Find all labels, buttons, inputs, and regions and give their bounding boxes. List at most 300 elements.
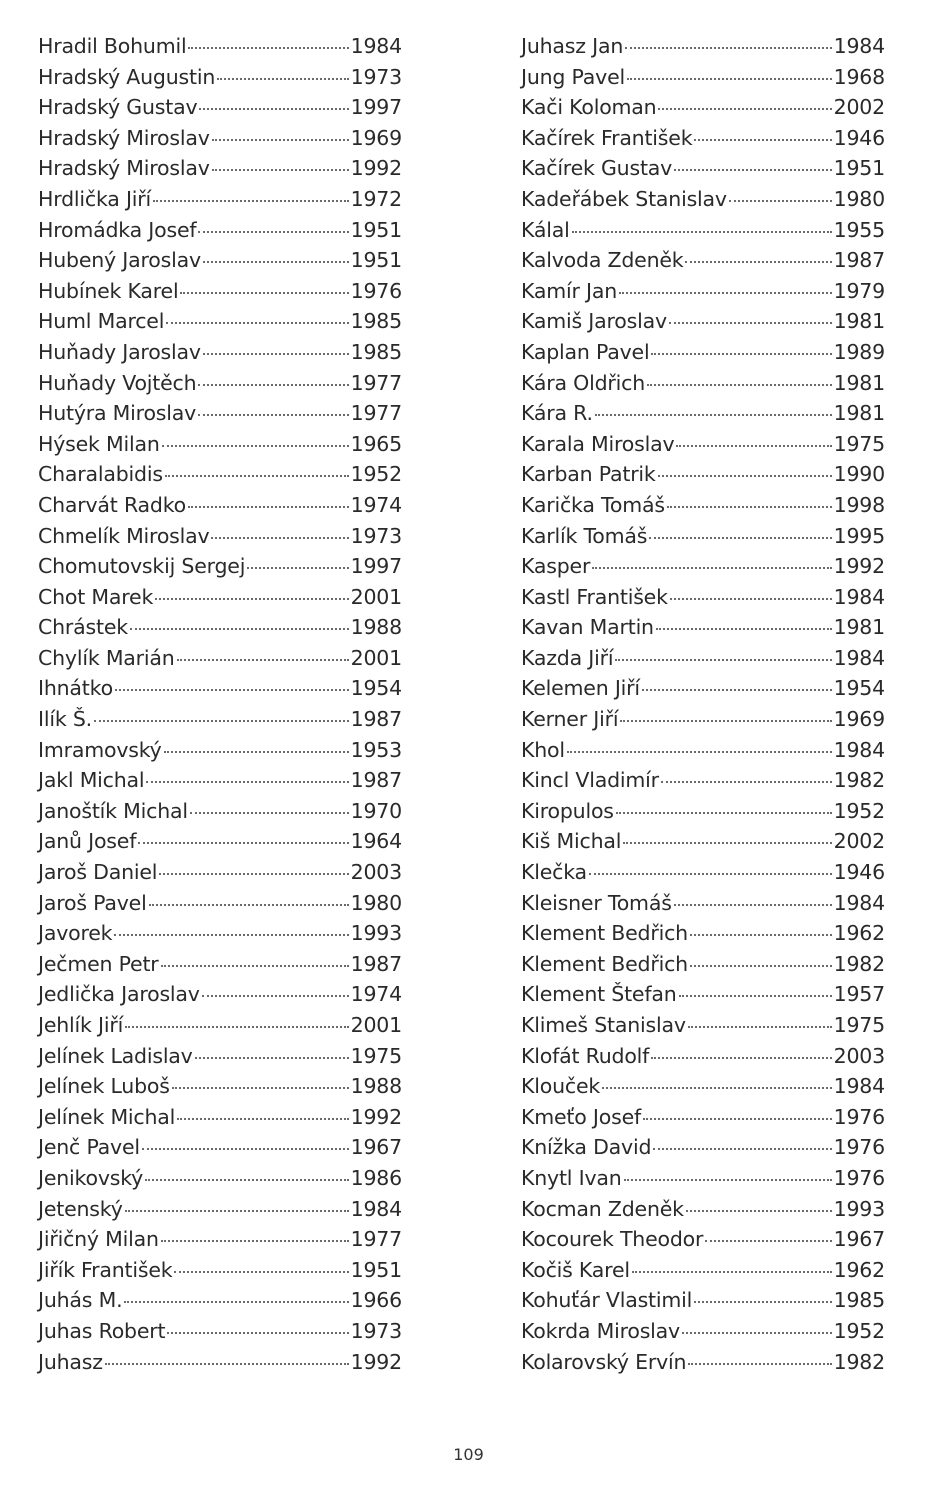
entry-name: Javorek <box>38 921 113 946</box>
entry-year: 1998 <box>833 492 885 517</box>
entry-name: Jelínek Ladislav <box>38 1043 193 1068</box>
entry-year: 1985 <box>350 339 402 364</box>
entry-name: Kači Koloman <box>521 95 657 120</box>
list-item <box>521 676 885 707</box>
entry-year: 1976 <box>833 1104 885 1129</box>
dot-leader <box>685 261 831 263</box>
entry-name: Kolarovský Ervín <box>521 1349 687 1374</box>
entry-name: Hubený Jaroslav <box>38 248 201 273</box>
entry-year: 2002 <box>833 829 885 854</box>
page-number: 109 <box>453 1445 484 1464</box>
entry-year: 1987 <box>833 248 885 273</box>
dot-leader <box>162 445 349 447</box>
dot-leader <box>211 537 348 539</box>
dot-leader <box>616 812 832 814</box>
list-item <box>521 952 885 983</box>
entry-year: 1957 <box>833 982 885 1007</box>
dot-leader <box>198 414 349 416</box>
dot-leader <box>690 965 832 967</box>
dot-leader <box>202 995 349 997</box>
list-item <box>521 1166 885 1197</box>
dot-leader <box>595 414 832 416</box>
dot-leader <box>172 1087 349 1089</box>
entry-name: Kamiš Jaroslav <box>521 309 667 334</box>
list-item <box>38 1074 402 1105</box>
dot-leader <box>124 1301 348 1303</box>
entry-name: Kiropulos <box>521 798 614 823</box>
left-column <box>38 34 402 1380</box>
entry-year: 1955 <box>833 217 885 242</box>
list-item <box>38 1105 402 1136</box>
entry-year: 1981 <box>833 401 885 426</box>
list-item <box>38 1013 402 1044</box>
entry-name: Kálal <box>521 217 570 242</box>
dot-leader <box>592 567 831 569</box>
list-item <box>38 95 402 126</box>
entry-name: Jedlička Jaroslav <box>38 982 200 1007</box>
entry-name: Jung Pavel <box>521 64 626 89</box>
entry-name: Kočiš Karel <box>521 1257 630 1282</box>
entry-name: Klouček <box>521 1074 601 1099</box>
entry-name: Kokrda Miroslav <box>521 1318 680 1343</box>
list-item <box>521 585 885 616</box>
entry-year: 1988 <box>350 1074 402 1099</box>
list-item <box>521 248 885 279</box>
entry-year: 1986 <box>350 1165 402 1190</box>
dot-leader <box>247 567 348 569</box>
entry-year: 1982 <box>833 951 885 976</box>
dot-leader <box>658 475 832 477</box>
list-item <box>38 218 402 249</box>
dot-leader <box>656 628 832 630</box>
dot-leader <box>661 781 832 783</box>
entry-year: 1953 <box>350 737 402 762</box>
dot-leader <box>676 445 831 447</box>
entry-year: 1951 <box>833 156 885 181</box>
entry-name: Kasper <box>521 554 591 579</box>
list-item <box>38 1258 402 1289</box>
entry-name: Juhasz <box>38 1349 103 1374</box>
entry-name: Kastl František <box>521 584 668 609</box>
entry-name: Hromádka Josef <box>38 217 197 242</box>
entry-name: Kačírek František <box>521 125 693 150</box>
entry-year: 1970 <box>350 798 402 823</box>
dot-leader <box>679 995 832 997</box>
entry-year: 2002 <box>833 95 885 120</box>
entry-year: 1975 <box>833 1013 885 1037</box>
list-item <box>38 829 402 860</box>
entry-name: Kavan Martin <box>521 615 654 640</box>
entry-year: 1988 <box>350 615 402 640</box>
list-item <box>38 952 402 983</box>
entry-name: Kelemen Jiří <box>521 676 640 701</box>
dot-leader <box>164 751 349 753</box>
entry-year: 1984 <box>833 34 885 58</box>
list-item <box>38 279 402 310</box>
dot-leader <box>567 751 832 753</box>
dot-leader <box>159 873 348 875</box>
list-item <box>521 738 885 769</box>
entry-year: 1981 <box>833 370 885 395</box>
list-item <box>38 126 402 157</box>
entry-name: Kincl Vladimír <box>521 768 659 793</box>
entry-year: 1951 <box>350 248 402 273</box>
list-item <box>521 829 885 860</box>
dot-leader <box>674 904 832 906</box>
entry-year: 1967 <box>833 1227 885 1252</box>
entry-year: 1969 <box>833 707 885 732</box>
list-item <box>521 371 885 402</box>
entry-year: 1984 <box>833 1074 885 1099</box>
entry-name: Knytl Ivan <box>521 1165 622 1190</box>
entry-year: 1997 <box>350 554 402 579</box>
entry-year: 1977 <box>350 370 402 395</box>
entry-year: 1989 <box>833 339 885 364</box>
dot-leader <box>682 1332 832 1334</box>
dot-leader <box>647 384 832 386</box>
entry-name: Huňady Jaroslav <box>38 339 201 364</box>
entry-name: Juhás M. <box>38 1288 123 1313</box>
entry-name: Karban Patrik <box>521 462 656 487</box>
entry-year: 1975 <box>833 431 885 456</box>
dot-leader <box>602 1087 832 1089</box>
dot-leader <box>651 1057 831 1059</box>
dot-leader <box>643 1118 832 1120</box>
entry-year: 2003 <box>350 860 402 885</box>
dot-leader <box>188 47 348 49</box>
entry-year: 1976 <box>833 1165 885 1190</box>
entry-name: Kiš Michal <box>521 829 622 854</box>
entry-year: 1980 <box>833 186 885 211</box>
entry-name: Jiřík František <box>38 1257 173 1282</box>
entry-year: 2003 <box>833 1043 885 1068</box>
entry-name: Kamír Jan <box>521 278 618 303</box>
dot-leader <box>125 1210 349 1212</box>
list-item <box>521 982 885 1013</box>
list-item <box>38 432 402 463</box>
dot-leader <box>694 1301 831 1303</box>
dot-leader <box>180 292 348 294</box>
entry-name: Hutýra Miroslav <box>38 401 197 426</box>
list-item <box>521 707 885 738</box>
entry-name: Jehlík Jiří <box>38 1013 124 1037</box>
entry-name: Kalvoda Zdeněk <box>521 248 684 273</box>
entry-year: 1993 <box>833 1196 885 1221</box>
entry-year: 1954 <box>350 676 402 701</box>
dot-leader <box>625 47 831 49</box>
dot-leader <box>705 1240 831 1242</box>
entry-name: Imramovský <box>38 737 162 762</box>
dot-leader <box>212 169 349 171</box>
entry-year: 1995 <box>833 523 885 548</box>
entry-name: Klečka <box>521 860 587 885</box>
entry-year: 1987 <box>350 707 402 732</box>
dot-leader <box>674 169 832 171</box>
entry-name: Hradský Augustin <box>38 64 216 89</box>
entry-year: 1981 <box>833 615 885 640</box>
list-item <box>521 646 885 677</box>
list-item <box>38 340 402 371</box>
dot-leader <box>667 506 832 508</box>
entry-name: Jiřičný Milan <box>38 1227 159 1252</box>
dot-leader <box>167 1332 348 1334</box>
entry-name: Juhasz Jan <box>521 34 624 58</box>
list-item <box>38 646 402 677</box>
dot-leader <box>615 659 831 661</box>
list-item <box>521 493 885 524</box>
list-item <box>521 340 885 371</box>
entry-year: 1984 <box>833 645 885 670</box>
entry-name: Chmelík Miroslav <box>38 523 210 548</box>
dot-leader <box>125 1026 349 1028</box>
right-column <box>521 34 885 1380</box>
entry-name: Charvát Radko <box>38 492 186 517</box>
list-item <box>38 799 402 830</box>
dot-leader <box>212 139 349 141</box>
entry-year: 1946 <box>833 125 885 150</box>
entry-year: 1952 <box>833 798 885 823</box>
entry-name: Charalabidis <box>38 462 163 487</box>
entry-name: Jenč Pavel <box>38 1135 140 1160</box>
entry-year: 1992 <box>833 554 885 579</box>
dot-leader <box>642 689 832 691</box>
dot-leader <box>198 384 348 386</box>
entry-name: Kazda Jiří <box>521 645 614 670</box>
dot-leader <box>142 1148 349 1150</box>
entry-name: Klement Štefan <box>521 982 677 1007</box>
entry-year: 1984 <box>350 1196 402 1221</box>
list-item <box>521 187 885 218</box>
entry-year: 1967 <box>350 1135 402 1160</box>
dot-leader <box>188 506 349 508</box>
entry-year: 2001 <box>350 584 402 609</box>
list-item <box>38 982 402 1013</box>
list-item <box>521 34 885 65</box>
list-item <box>38 248 402 279</box>
list-item <box>38 462 402 493</box>
list-item <box>521 1350 885 1381</box>
dot-leader <box>627 78 832 80</box>
list-item <box>521 126 885 157</box>
entry-name: Huňady Vojtěch <box>38 370 197 395</box>
dot-leader <box>174 1271 348 1273</box>
list-item <box>38 524 402 555</box>
entry-year: 2001 <box>350 645 402 670</box>
list-item <box>521 1197 885 1228</box>
dot-leader <box>729 200 832 202</box>
entry-name: Hradil Bohumil <box>38 34 187 58</box>
list-item <box>38 768 402 799</box>
dot-leader <box>138 842 348 844</box>
entry-year: 1974 <box>350 492 402 517</box>
entry-name: Jelínek Michal <box>38 1104 176 1129</box>
entry-year: 1985 <box>350 309 402 334</box>
entry-name: Jelínek Luboš <box>38 1074 170 1099</box>
entry-name: Hradský Gustav <box>38 95 198 120</box>
list-item <box>521 462 885 493</box>
entry-year: 1973 <box>350 1318 402 1343</box>
dot-leader <box>649 537 831 539</box>
entry-name: Klement Bedřich <box>521 951 688 976</box>
list-item <box>521 1074 885 1105</box>
entry-name: Kerner Jiří <box>521 707 619 732</box>
entry-year: 1976 <box>833 1135 885 1160</box>
list-item <box>38 585 402 616</box>
entry-name: Chrástek <box>38 615 128 640</box>
entry-name: Klimeš Stanislav <box>521 1013 686 1037</box>
entry-name: Kaplan Pavel <box>521 339 650 364</box>
entry-year: 1951 <box>350 1257 402 1282</box>
list-item <box>521 1105 885 1136</box>
dot-leader <box>624 1179 832 1181</box>
entry-year: 1984 <box>350 34 402 58</box>
list-item <box>38 615 402 646</box>
entry-year: 1987 <box>350 951 402 976</box>
list-item <box>521 1319 885 1350</box>
entry-year: 1976 <box>350 278 402 303</box>
entry-name: Kačírek Gustav <box>521 156 673 181</box>
list-item <box>38 1288 402 1319</box>
list-item <box>38 401 402 432</box>
entry-name: Kocourek Theodor <box>521 1227 704 1252</box>
entry-name: Ječmen Petr <box>38 951 159 976</box>
list-item <box>38 676 402 707</box>
list-item <box>38 187 402 218</box>
list-item <box>521 1013 885 1044</box>
dot-leader <box>94 720 349 722</box>
entry-year: 1992 <box>350 1349 402 1374</box>
dot-leader <box>149 904 349 906</box>
entry-year: 1952 <box>833 1318 885 1343</box>
entry-name: Jakl Michal <box>38 768 145 793</box>
entry-name: Jetenský <box>38 1196 123 1221</box>
entry-year: 1977 <box>350 401 402 426</box>
dot-leader <box>620 720 831 722</box>
dot-leader <box>115 689 349 691</box>
list-item <box>521 432 885 463</box>
list-item <box>521 768 885 799</box>
entry-year: 1985 <box>833 1288 885 1313</box>
dot-leader <box>155 598 349 600</box>
list-item <box>521 156 885 187</box>
list-item <box>521 1044 885 1075</box>
dot-leader <box>694 139 831 141</box>
list-item <box>521 921 885 952</box>
dot-leader <box>166 322 348 324</box>
entry-year: 1984 <box>833 584 885 609</box>
entry-year: 1984 <box>833 890 885 915</box>
dot-leader <box>199 108 348 110</box>
list-item <box>521 95 885 126</box>
list-item <box>521 860 885 891</box>
list-item <box>38 1227 402 1258</box>
entry-name: Klement Bedřich <box>521 921 688 946</box>
entry-year: 1969 <box>350 125 402 150</box>
entry-name: Janoštík Michal <box>38 798 188 823</box>
entry-year: 1962 <box>833 921 885 946</box>
entry-year: 1984 <box>833 737 885 762</box>
dot-leader <box>165 475 349 477</box>
entry-year: 1997 <box>350 95 402 120</box>
entry-year: 1946 <box>833 860 885 885</box>
list-item <box>38 371 402 402</box>
dot-leader <box>653 1148 831 1150</box>
entry-name: Knížka David <box>521 1135 652 1160</box>
entry-year: 1964 <box>350 829 402 854</box>
entry-year: 1968 <box>833 64 885 89</box>
list-item <box>38 1044 402 1075</box>
entry-year: 1974 <box>350 982 402 1007</box>
list-item <box>521 1227 885 1258</box>
dot-leader <box>670 598 832 600</box>
entry-year: 1965 <box>350 431 402 456</box>
entry-name: Karlík Tomáš <box>521 523 648 548</box>
dot-leader <box>669 322 832 324</box>
entry-year: 1973 <box>350 523 402 548</box>
entry-year: 1990 <box>833 462 885 487</box>
entry-name: Hýsek Milan <box>38 431 160 456</box>
list-item <box>521 1258 885 1289</box>
entry-year: 1982 <box>833 768 885 793</box>
entry-name: Hrdlička Jiří <box>38 186 152 211</box>
list-item <box>521 279 885 310</box>
entry-name: Ihnátko <box>38 676 113 701</box>
entry-year: 1962 <box>833 1257 885 1282</box>
dot-leader <box>195 1057 349 1059</box>
entry-name: Kadeřábek Stanislav <box>521 186 727 211</box>
dot-leader <box>632 1271 832 1273</box>
entry-year: 1981 <box>833 309 885 334</box>
dot-leader <box>145 1179 349 1181</box>
list-item <box>38 860 402 891</box>
list-item <box>38 554 402 585</box>
entry-name: Janů Josef <box>38 829 137 854</box>
entry-name: Ilík Š. <box>38 707 92 732</box>
dot-leader <box>130 628 349 630</box>
dot-leader <box>105 1363 349 1365</box>
entry-year: 1980 <box>350 890 402 915</box>
entry-name: Chomutovskij Sergej <box>38 554 246 579</box>
dot-leader <box>161 1240 349 1242</box>
entry-name: Jaroš Daniel <box>38 860 158 885</box>
entry-name: Hradský Miroslav <box>38 156 210 181</box>
entry-name: Jaroš Pavel <box>38 890 147 915</box>
entry-year: 1973 <box>350 64 402 89</box>
entry-year: 1977 <box>350 1227 402 1252</box>
entry-name: Chylík Marián <box>38 645 175 670</box>
dot-leader <box>177 1118 348 1120</box>
entry-name: Hradský Miroslav <box>38 125 210 150</box>
entry-year: 1979 <box>833 278 885 303</box>
entry-name: Kocman Zdeněk <box>521 1196 684 1221</box>
entry-year: 1993 <box>350 921 402 946</box>
dot-leader <box>651 353 831 355</box>
dot-leader <box>198 231 348 233</box>
dot-leader <box>619 292 832 294</box>
list-item <box>38 34 402 65</box>
entry-year: 1966 <box>350 1288 402 1313</box>
dot-leader <box>688 1026 832 1028</box>
entry-name: Juhas Robert <box>38 1318 166 1343</box>
list-item <box>38 493 402 524</box>
entry-year: 1975 <box>350 1043 402 1068</box>
entry-name: Klofát Rudolf <box>521 1043 650 1068</box>
list-item <box>521 799 885 830</box>
list-item <box>521 401 885 432</box>
list-item <box>38 891 402 922</box>
entry-name: Hubínek Karel <box>38 278 179 303</box>
list-item <box>38 65 402 96</box>
